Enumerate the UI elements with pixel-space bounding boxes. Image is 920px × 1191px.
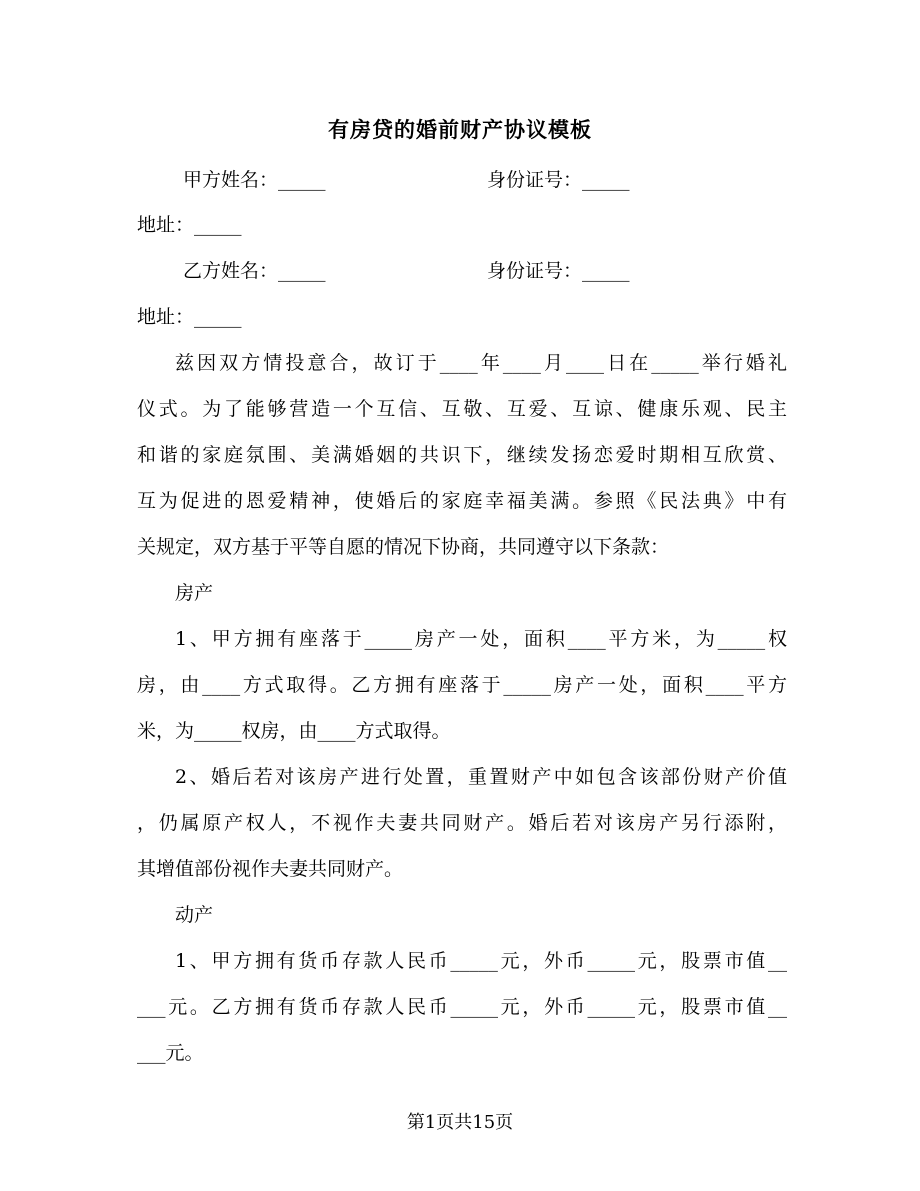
preamble-line: 关规定，双方基于平等自愿的情况下协商，共同遵守以下条款： — [137, 536, 670, 558]
clause-line: ___元。乙方拥有货币存款人民币_____元，外币_____元，股票市值__ — [137, 996, 787, 1018]
clause-line: 2、婚后若对该房产进行处置，重置财产中如包含该部份财产价值 — [175, 766, 787, 788]
preamble-line: 和谐的家庭氛围、美满婚姻的共识下，继续发扬恋爱时期相互欣赏、 — [137, 444, 787, 466]
party-a-name-field: 甲方姓名：_____ — [183, 169, 326, 191]
clause-line: 其增值部份视作夫妻共同财产。 — [137, 858, 404, 880]
clause-line: 房，由____方式取得。乙方拥有座落于_____房产一处，面积____平方 — [137, 674, 787, 696]
clause-line: ___元。 — [137, 1042, 204, 1064]
clause-line: 1、甲方拥有座落于_____房产一处，面积____平方米，为_____权 — [175, 628, 787, 650]
section-heading-real-estate: 房产 — [175, 582, 214, 604]
clause-line: 米，为_____权房，由____方式取得。 — [137, 720, 451, 742]
party-a-address-field: 地址：_____ — [137, 214, 242, 236]
party-b-address-field: 地址：_____ — [137, 306, 242, 328]
page-indicator: 第1页共15页 — [406, 1112, 514, 1133]
party-b-name-field: 乙方姓名：_____ — [183, 260, 326, 282]
clause-line: 1、甲方拥有货币存款人民币_____元，外币_____元，股票市值__ — [175, 950, 787, 972]
party-a-id-field: 身份证号：_____ — [487, 169, 630, 191]
clause-line: ，仍属原产权人，不视作夫妻共同财产。婚后若对该房产另行添附， — [137, 812, 787, 834]
preamble-line: 仪式。为了能够营造一个互信、互敬、互爱、互谅、健康乐观、民主 — [137, 398, 787, 420]
preamble-line: 兹因双方情投意合，故订于____年____月____日在_____举行婚礼 — [175, 352, 787, 374]
document-title: 有房贷的婚前财产协议模板 — [328, 117, 592, 142]
preamble-line: 互为促进的恩爱精神，使婚后的家庭幸福美满。参照《民法典》中有 — [137, 490, 787, 512]
section-heading-movable: 动产 — [175, 904, 214, 926]
party-b-id-field: 身份证号：_____ — [487, 260, 630, 282]
